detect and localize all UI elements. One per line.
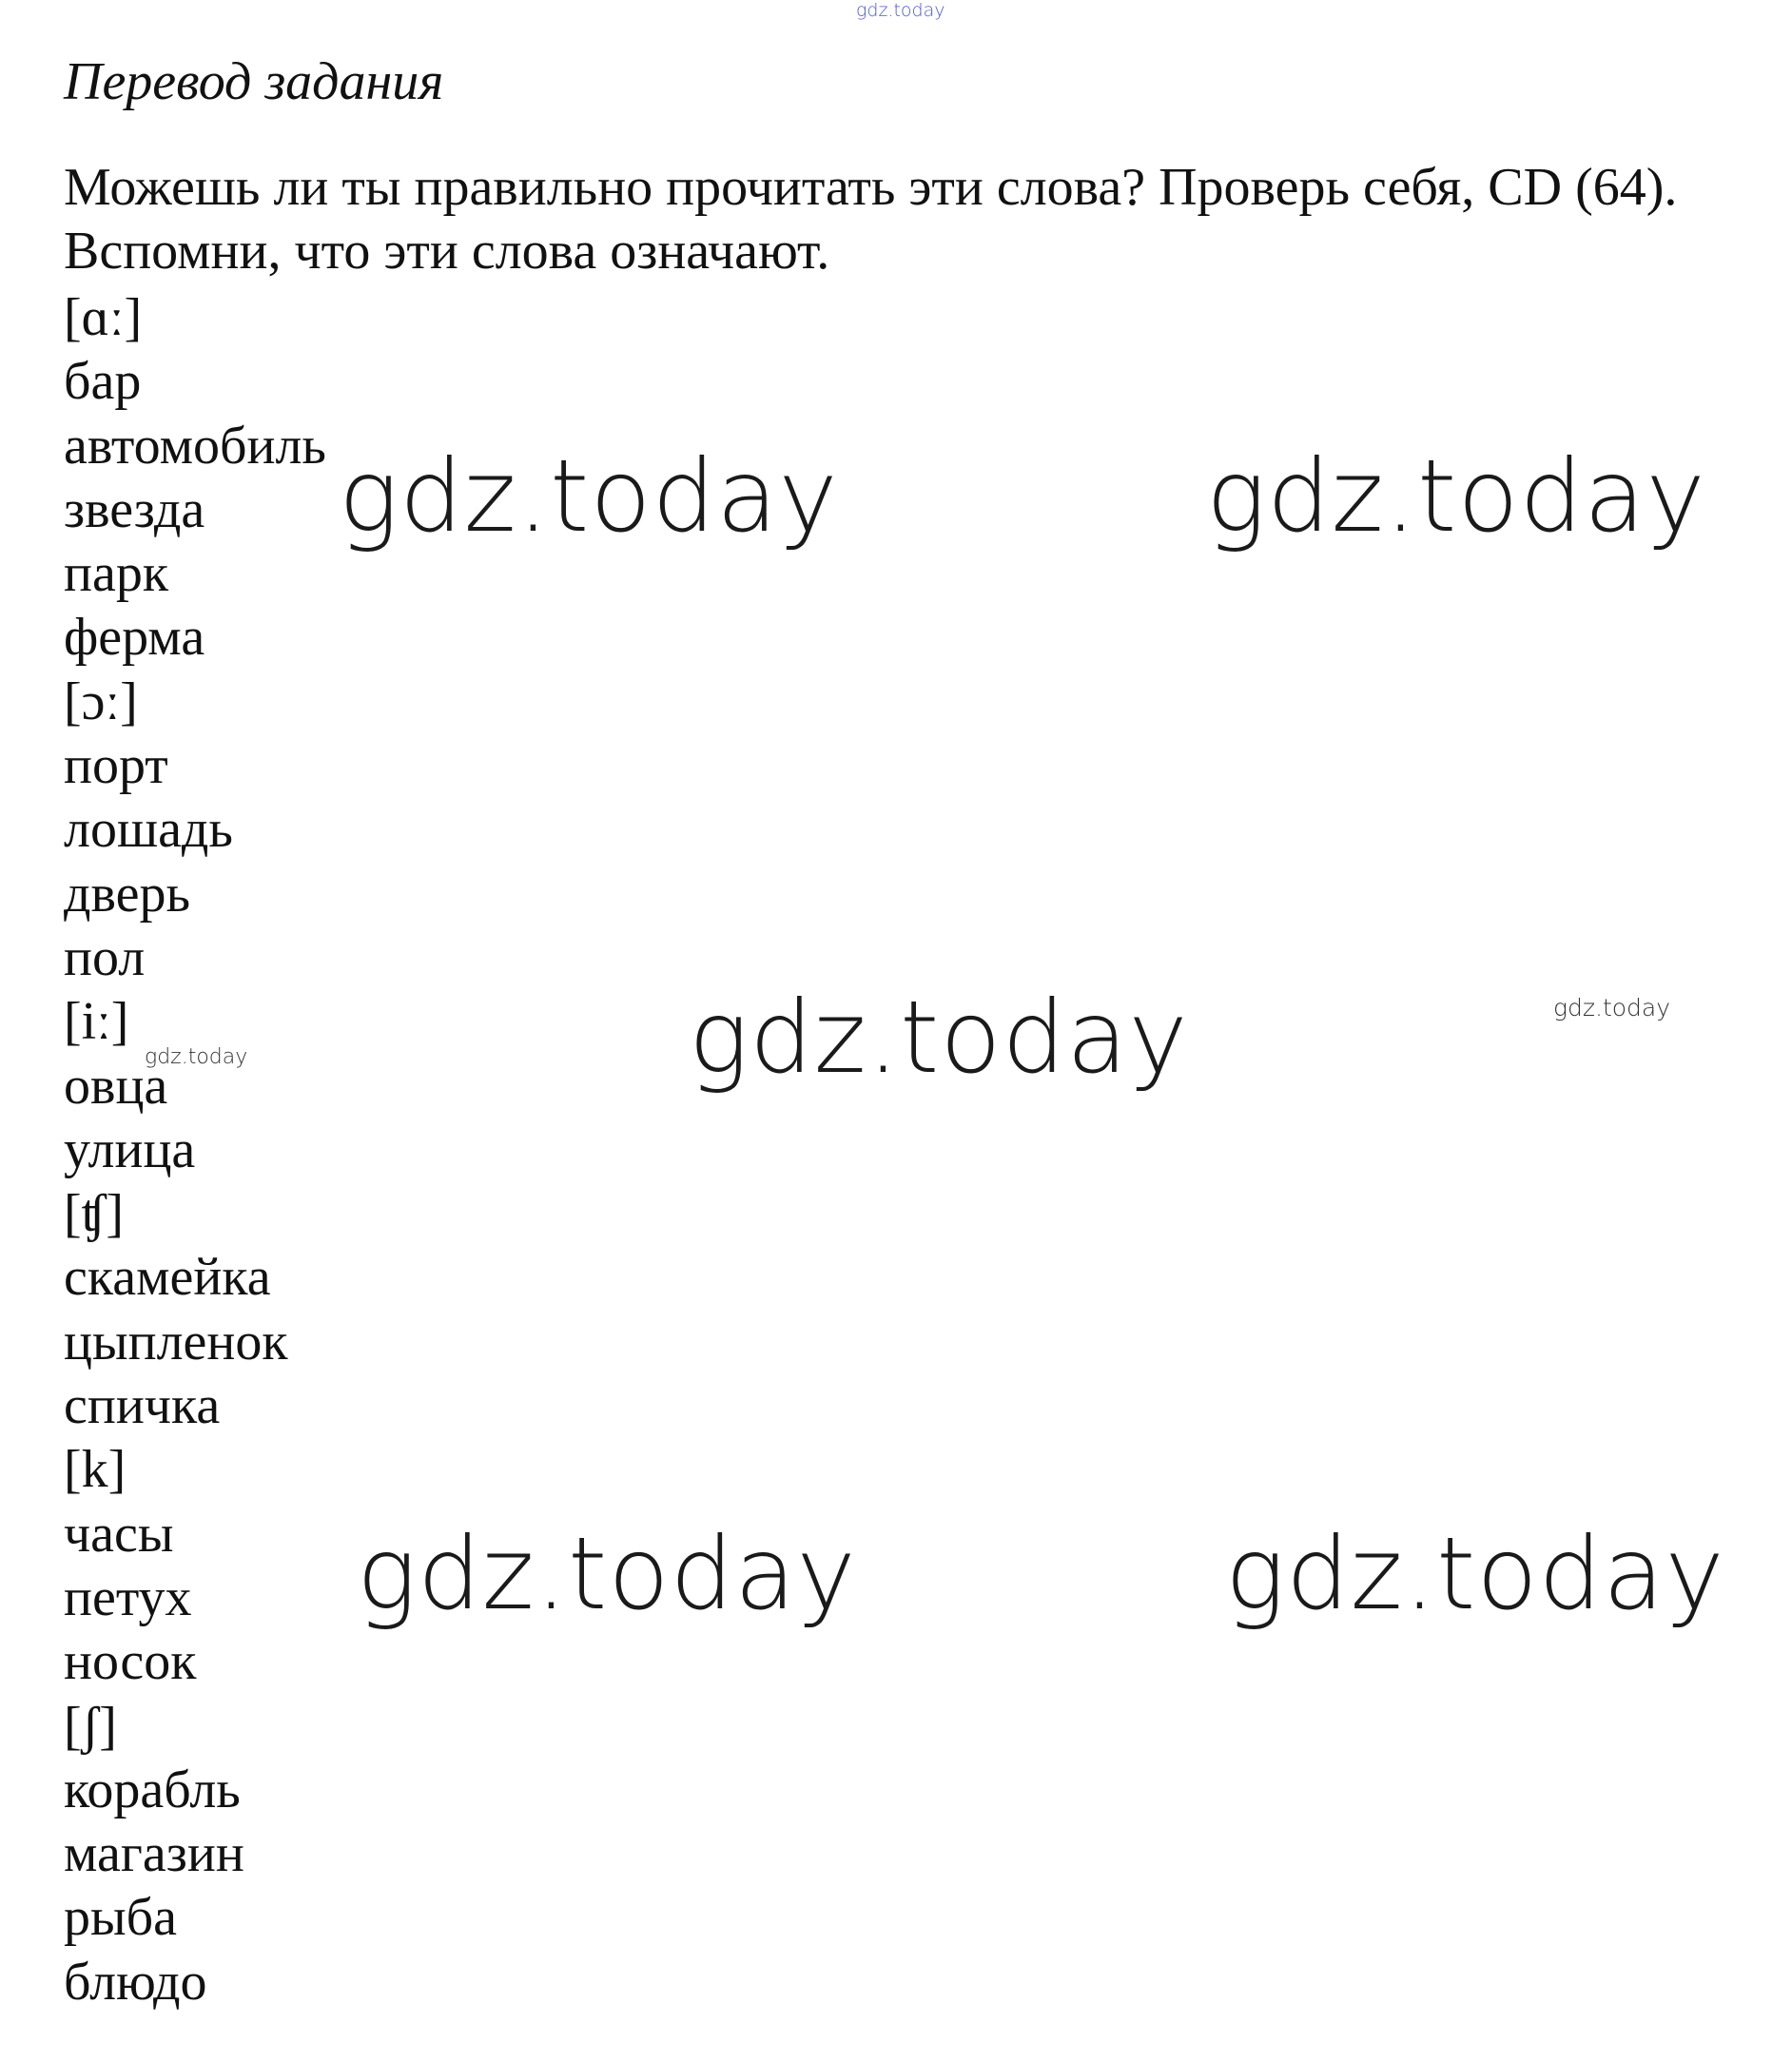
phoneme-heading: [ʧ] [64, 1184, 125, 1244]
list-item: порт [64, 736, 168, 796]
watermark-large: gdz.today [689, 980, 1189, 1096]
instruction-line-1: Можешь ли ты правильно прочитать эти слова? Проверь себя, CD (64). [64, 158, 1678, 217]
watermark-large: gdz.today [1225, 1516, 1725, 1632]
watermark-small: gdz.today [1553, 994, 1671, 1021]
word-list [64, 286, 326, 2014]
list-item: звезда [64, 479, 205, 539]
watermark-large: gdz.today [357, 1516, 857, 1632]
instruction-text [64, 156, 1677, 283]
list-item: дверь [64, 864, 190, 924]
list-item: корабль [64, 1760, 241, 1819]
list-item: автомобиль [64, 416, 326, 476]
list-item: улица [64, 1119, 196, 1179]
watermark-large: gdz.today [1206, 438, 1706, 554]
list-item: бар [64, 352, 142, 412]
list-item: цыпленок [64, 1312, 288, 1371]
list-item: лошадь [64, 800, 233, 860]
watermark-small: gdz.today [145, 1045, 248, 1069]
list-item: блюдо [64, 1952, 207, 2012]
phoneme-heading: [ɑː] [64, 288, 143, 347]
phoneme-heading: [ɔː] [64, 671, 138, 731]
list-item: скамейка [64, 1248, 271, 1308]
phoneme-heading: [iː] [64, 992, 129, 1052]
list-item: парк [64, 544, 169, 604]
list-item: носок [64, 1632, 197, 1692]
instruction-line-2: Вспомни, что эти слова означают. [64, 222, 830, 281]
phoneme-heading: [ʃ] [64, 1696, 117, 1756]
watermark-top: gdz.today [856, 0, 945, 21]
list-item: магазин [64, 1824, 244, 1884]
list-item: ферма [64, 608, 205, 668]
list-item: рыба [64, 1888, 177, 1948]
list-item: спичка [64, 1376, 221, 1436]
page-title: Перевод задания [64, 52, 444, 111]
list-item: овца [64, 1056, 168, 1116]
list-item: пол [64, 927, 146, 987]
list-item: петух [64, 1567, 192, 1627]
watermark-large: gdz.today [339, 438, 839, 554]
list-item: часы [64, 1504, 174, 1564]
phoneme-heading: [k] [64, 1440, 127, 1500]
